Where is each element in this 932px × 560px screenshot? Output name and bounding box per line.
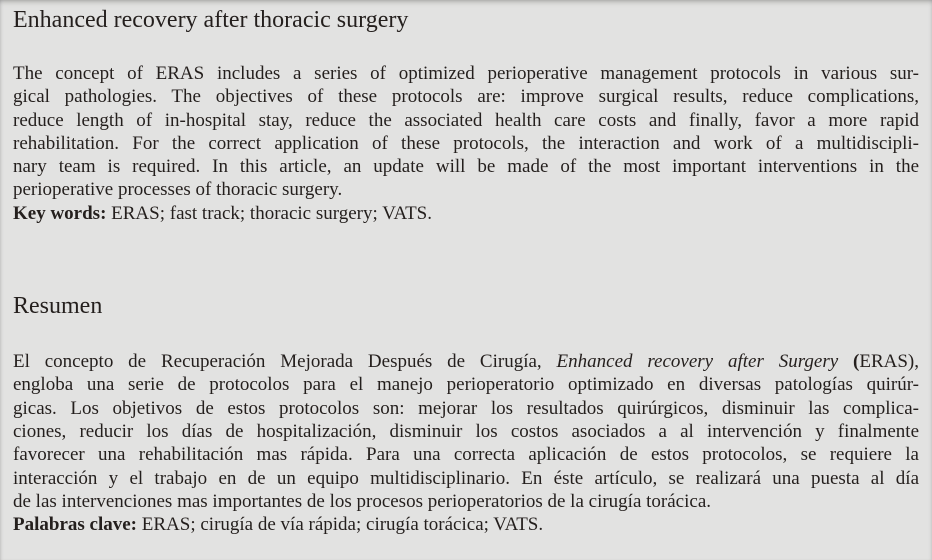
spanish-keywords-line — [13, 513, 919, 536]
abstract-line: gicas. Los objetivos de estos protocolos son: mejorar los resultados quirúrgicos, disminuir las complica- — [13, 397, 919, 419]
spanish-keywords-label: Palabras clave: — [13, 514, 138, 536]
abstract-line: nary team is required. In this article, an update will be made of the most important interventions in the — [13, 156, 919, 178]
english-abstract — [13, 62, 919, 225]
spanish-line-tail: ERAS), — [859, 351, 919, 373]
english-keywords-label: Key words: — [13, 202, 107, 224]
spanish-lead-text: El concepto de Recuperación Mejorada Después de Cirugía, — [13, 351, 557, 373]
spanish-keywords-text: ERAS; cirugía de vía rápida; cirugía torácica; VATS. — [137, 514, 544, 536]
abstract-line-mixed — [13, 350, 919, 373]
abstract-line-final: de las intervenciones mas importantes de los procesos perioperatorios de la cirugía torácica. — [13, 490, 711, 512]
spanish-bold-paren: ( — [853, 351, 860, 373]
abstract-line: interacción y el trabajo en de un equipo multidisciplinario. En éste artículo, se realizará una puesta al día — [13, 467, 919, 489]
abstract-line: favorecer una rehabilitación mas rápida. Para una correcta aplicación de estos protocolos, se requiere la — [13, 444, 919, 466]
english-keywords-text: ERAS; fast track; thoracic surgery; VATS. — [106, 202, 433, 224]
spanish-abstract — [13, 350, 919, 536]
article-title-english: Enhanced recovery after thoracic surgery — [13, 7, 409, 33]
resumen-heading: Resumen — [13, 293, 103, 320]
abstract-line: ciones, reducir los días de hospitalización, disminuir los costos asociados a al intervención y finalmente — [13, 420, 919, 442]
abstract-line-final: perioperative processes of thoracic surgery. — [13, 179, 343, 201]
english-keywords-line — [13, 202, 919, 225]
abstract-line: The concept of ERAS includes a series of optimized perioperative management protocols in various sur- — [13, 63, 919, 84]
abstract-line: rehabilitation. For the correct application of these protocols, the interaction and work of a multidiscipli- — [13, 132, 919, 154]
abstract-line: reduce length of in-hospital stay, reduce the associated health care costs and finally, favor a more rapid — [13, 109, 919, 131]
abstract-line: gical pathologies. The objectives of these protocols are: improve surgical results, reduce complications, — [13, 86, 919, 108]
spanish-italic-phrase: Enhanced recovery after Surgery — [556, 351, 854, 373]
abstract-line: engloba una serie de protocolos para el manejo perioperatorio optimizado en diversas patologías quirúr- — [13, 374, 919, 396]
